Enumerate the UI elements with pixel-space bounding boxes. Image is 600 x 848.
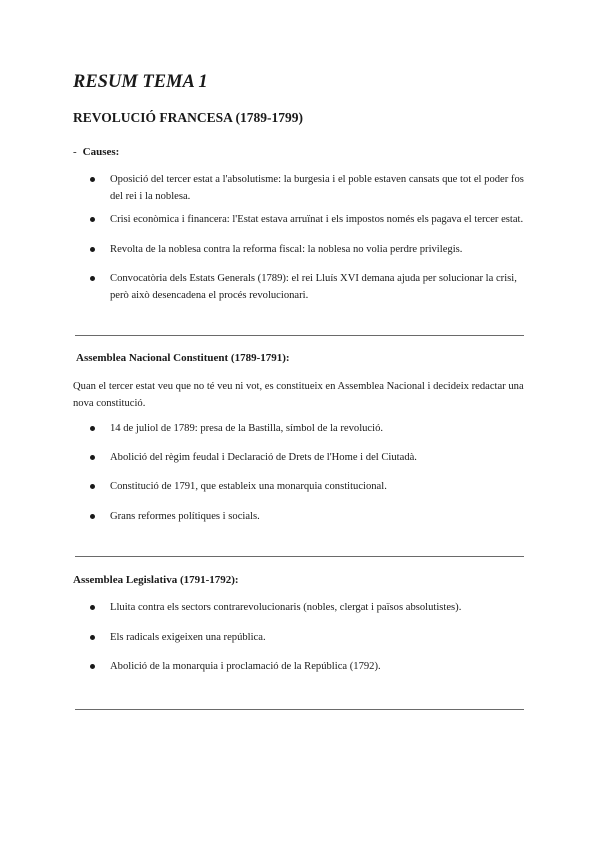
list-item-text: Constitució de 1791, que estableix una monarquia constitucional. [110,481,387,492]
divider [75,335,524,336]
list-item-text: Lluita contra els sectors contrarevolucionaris (nobles, clergat i països absolutistes). [110,602,462,613]
list-item-text: Convocatòria dels Estats Generals (1789): el rei Lluís XVI demana ajuda per solucionar la crisi, però això desencadena el procés revolucionari. [110,273,517,301]
bullet-icon [90,635,95,640]
bullet-icon [90,247,95,252]
bullet-icon [90,177,95,182]
list-item-text: Oposició del tercer estat a l'absolutisme: la burgesia i el poble estaven cansats que tot el poder fos del rei i la noblesa. [110,174,524,202]
list-item-text: Abolició del règim feudal i Declaració de Drets de l'Home i del Ciutadà. [110,452,417,463]
list-item-text: Revolta de la noblesa contra la reforma fiscal: la noblesa no volia perdre privilegis. [110,244,463,255]
causes-heading-label: Causes: [82,146,120,158]
bullet-icon [90,484,95,489]
list-item-text: Abolició de la monarquia i proclamació de la República (1792). [110,661,381,672]
divider [75,709,524,710]
bullet-icon [90,276,95,281]
section-heading-revolucio: REVOLUCIÓ FRANCESA (1789-1799) [73,110,303,125]
section-heading-constituent: Assemblea Nacional Constituent (1789-1791): [76,352,290,364]
bullet-icon [90,605,95,610]
bullet-icon [90,455,95,460]
bullet-icon [90,426,95,431]
bullet-icon [90,217,95,222]
list-item-text: Els radicals exigeixen una república. [110,632,266,643]
list-item-text: Grans reformes polítiques i socials. [110,511,260,522]
bullet-icon [90,664,95,669]
divider [75,556,524,557]
list-item-text: Crisi econòmica i financera: l'Estat estava arruïnat i els impostos només els pagava el tercer estat. [110,214,524,225]
list-item-text: 14 de juliol de 1789: presa de la Bastilla, símbol de la revolució. [110,423,384,434]
constituent-intro: Quan el tercer estat veu que no té veu ni vot, es constitueix en Assemblea Nacional i decideix redactar una nova constitució. [73,381,524,409]
section-heading-legislativa: Assemblea Legislativa (1791-1792): [73,574,239,586]
document-title: RESUM TEMA 1 [73,72,208,92]
bullet-icon [90,514,95,519]
causes-heading [73,146,119,158]
causes-dash: - [73,146,77,158]
